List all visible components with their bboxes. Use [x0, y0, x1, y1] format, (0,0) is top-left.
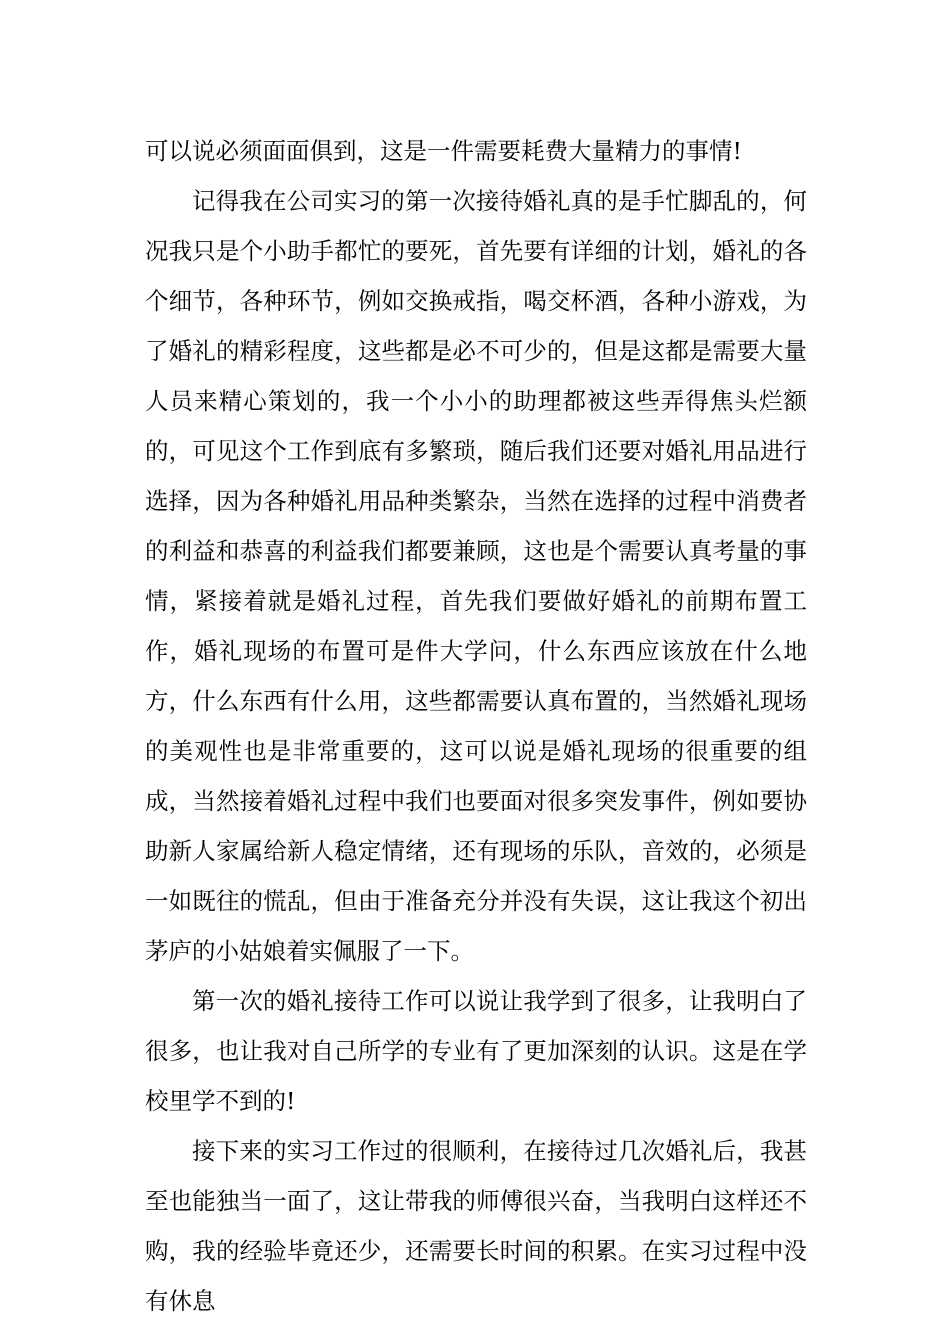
paragraph-1: 可以说必须面面俱到，这是一件需要耗费大量精力的事情!	[145, 137, 742, 165]
paragraph-3: 第一次的婚礼接待工作可以说让我学到了很多，让我明白了很多，也让我对自己所学的专业有了更加深刻的认识。这是在学校里学不到的!	[145, 987, 807, 1115]
document-body	[145, 126, 807, 1326]
paragraph-4: 接下来的实习工作过的很顺利，在接待过几次婚礼后，我甚至也能独当一面了，这让带我的师傅很兴奋，当我明白这样还不购，我的经验毕竟还少，还需要长时间的积累。在实习过程中没有休息	[145, 1137, 807, 1315]
paragraph-2: 记得我在公司实习的第一次接待婚礼真的是手忙脚乱的，何况我只是个小助手都忙的要死，首先要有详细的计划，婚礼的各个细节，各种环节，例如交换戒指，喝交杯酒，各种小游戏，为了婚礼的精彩程度，这些都是必不可少的，但是这都是需要大量人员来精心策划的，我一个小小的助理都被这些弄得焦头烂额的，可见这个工作到底有多繁琐，随后我们还要对婚礼用品进行选择，因为各种婚礼用品种类繁杂，当然在选择的过程中消费者的利益和恭喜的利益我们都要兼顾，这也是个需要认真考量的事情，紧接着就是婚礼过程，首先我们要做好婚礼的前期布置工作，婚礼现场的布置可是件大学问，什么东西应该放在什么地方，什么东西有什么用，这些都需要认真布置的，当然婚礼现场的美观性也是非常重要的，这可以说是婚礼现场的很重要的组成，当然接着婚礼过程中我们也要面对很多突发事件，例如要协助新人家属给新人稳定情绪，还有现场的乐队，音效的，必须是一如既往的慌乱，但由于准备充分并没有失误，这让我这个初出茅庐的小姑娘着实佩服了一下。	[145, 187, 807, 965]
